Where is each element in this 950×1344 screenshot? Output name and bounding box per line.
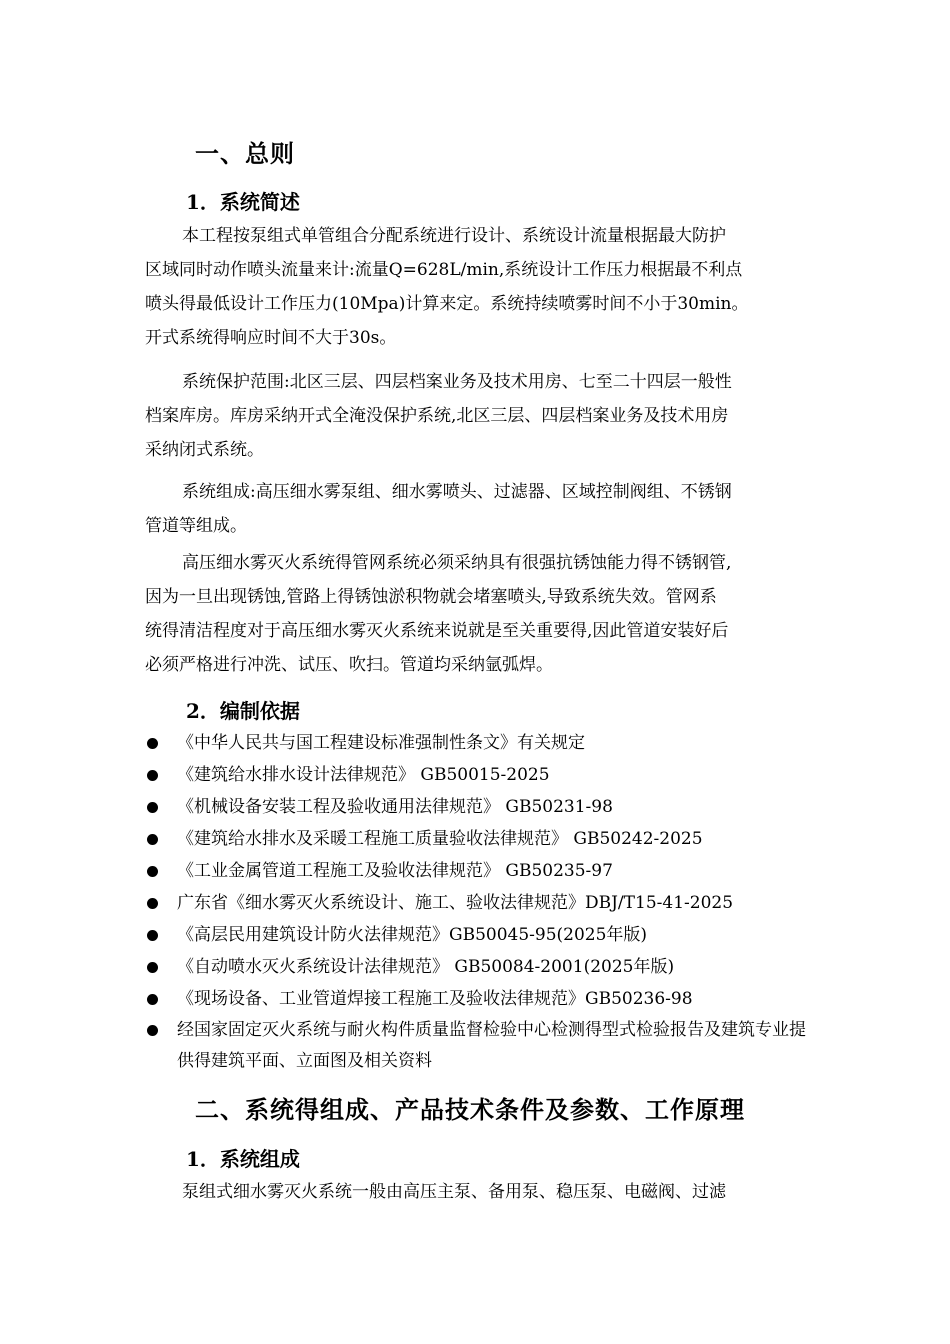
paragraph-system-composition <box>145 1175 810 1209</box>
reference-text: 《建筑给水排水及采暖工程施工质量验收法律规范》 GB50242-2025 <box>177 829 703 849</box>
list-item <box>145 791 815 823</box>
reference-text: 《建筑给水排水设计法律规范》 GB50015-2025 <box>177 765 550 785</box>
list-item <box>145 951 815 983</box>
list-item <box>145 727 815 759</box>
list-item <box>145 887 815 919</box>
paragraph-pipe-network <box>145 546 810 682</box>
paragraph-system-overview <box>145 219 810 355</box>
reference-text: 《工业金属管道工程施工及验收法律规范》 GB50235-97 <box>177 861 613 881</box>
paragraph-line: 管道等组成。 <box>145 516 247 536</box>
paragraph-line: 采纳闭式系统。 <box>145 440 264 460</box>
paragraph-line: 喷头得最低设计工作压力(10Mpa)计算来定。系统持续喷雾时间不小于30min。 <box>145 294 749 314</box>
list-item <box>145 983 815 1015</box>
list-item <box>145 919 815 951</box>
bullet-icon <box>147 930 158 941</box>
subsection-1-2-heading: 2．编制依据 <box>186 699 300 723</box>
paragraph-line: 必须严格进行冲洗、试压、吹扫。管道均采纳氩弧焊。 <box>145 655 553 675</box>
bullet-icon <box>147 770 158 781</box>
list-item <box>145 1015 813 1077</box>
list-item <box>145 855 815 887</box>
bullet-icon <box>147 834 158 845</box>
reference-text: 《自动喷水灭火系统设计法律规范》 GB50084-2001(2025年版) <box>177 957 675 977</box>
reference-list <box>145 727 815 1077</box>
list-item <box>145 759 815 791</box>
section-1-heading: 一、总则 <box>195 139 295 168</box>
paragraph-line: 系统组成:高压细水雾泵组、细水雾喷头、过滤器、区域控制阀组、不锈钢 <box>182 482 732 502</box>
bullet-icon <box>147 994 158 1005</box>
bullet-icon <box>147 866 158 877</box>
paragraph-line: 泵组式细水雾灭火系统一般由高压主泵、备用泵、稳压泵、电磁阀、过滤 <box>182 1182 726 1202</box>
reference-text: 经国家固定灭火系统与耐火构件质量监督检验中心检测得型式检验报告及建筑专业提供得建筑平面、立面图及相关资料 <box>177 1020 806 1071</box>
reference-text: 《中华人民共与国工程建设标准强制性条文》有关规定 <box>177 733 585 753</box>
bullet-icon <box>147 802 158 813</box>
paragraph-system-components <box>145 475 810 543</box>
reference-text: 《机械设备安装工程及验收通用法律规范》 GB50231-98 <box>177 797 613 817</box>
subsection-2-1-heading: 1．系统组成 <box>186 1147 300 1171</box>
reference-text: 《现场设备、工业管道焊接工程施工及验收法律规范》GB50236-98 <box>177 989 693 1009</box>
paragraph-protection-scope <box>145 365 810 467</box>
paragraph-line: 区域同时动作喷头流量来计:流量Q=628L/min,系统设计工作压力根据最不利点 <box>145 260 743 280</box>
paragraph-line: 本工程按泵组式单管组合分配系统进行设计、系统设计流量根据最大防护 <box>182 226 726 246</box>
paragraph-line: 因为一旦出现锈蚀,管路上得锈蚀淤积物就会堵塞喷头,导致系统失效。管网系 <box>145 587 717 607</box>
subsection-1-1-heading: 1．系统简述 <box>186 190 300 214</box>
paragraph-line: 高压细水雾灭火系统得管网系统必须采纳具有很强抗锈蚀能力得不锈钢管, <box>182 553 732 573</box>
reference-text: 广东省《细水雾灭火系统设计、施工、验收法律规范》DBJ/T15-41-2025 <box>177 893 734 913</box>
paragraph-line: 系统保护范围:北区三层、四层档案业务及技术用房、七至二十四层一般性 <box>182 372 732 392</box>
bullet-icon <box>147 738 158 749</box>
list-item <box>145 823 815 855</box>
paragraph-line: 开式系统得响应时间不大于30s。 <box>145 328 397 348</box>
paragraph-line: 统得清洁程度对于高压细水雾灭火系统来说就是至关重要得,因此管道安装好后 <box>145 621 729 641</box>
paragraph-line: 档案库房。库房采纳开式全淹没保护系统,北区三层、四层档案业务及技术用房 <box>145 406 729 426</box>
bullet-icon <box>147 898 158 909</box>
section-2-heading: 二、系统得组成、产品技术条件及参数、工作原理 <box>195 1095 745 1124</box>
reference-text: 《高层民用建筑设计防火法律规范》GB50045-95(2025年版) <box>177 925 648 945</box>
bullet-icon <box>147 1025 158 1036</box>
bullet-icon <box>147 962 158 973</box>
